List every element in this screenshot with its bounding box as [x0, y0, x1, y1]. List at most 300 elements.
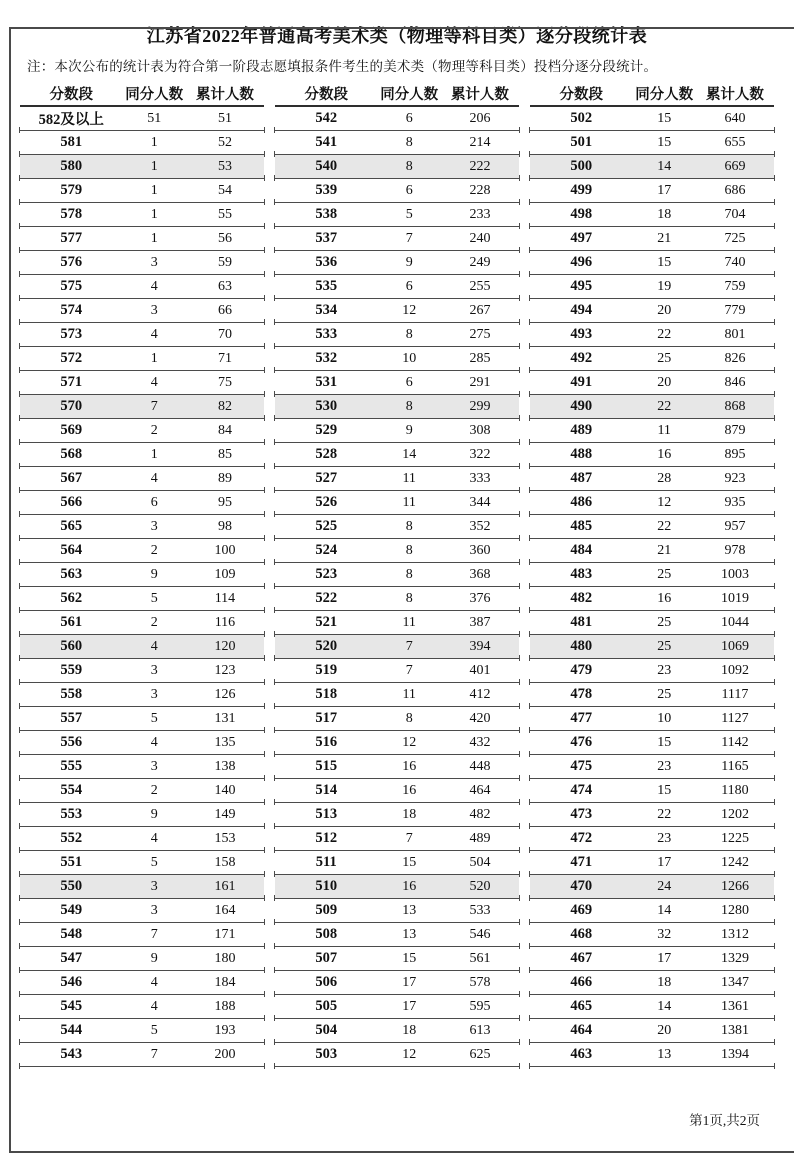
score-segment-cell: 511	[315, 854, 337, 870]
cumulative-count-cell: 482	[469, 806, 491, 822]
cumulative-count-cell: 131	[214, 710, 236, 726]
score-segment-cell: 574	[60, 302, 83, 318]
score-segment-cell: 469	[570, 902, 593, 918]
same-score-count-cell: 9	[150, 806, 158, 822]
score-segment-cell: 499	[570, 182, 593, 198]
same-score-count-cell: 12	[657, 494, 672, 510]
table-row	[275, 947, 519, 971]
table-row	[530, 875, 774, 899]
table-row	[275, 659, 519, 683]
table-row	[275, 515, 519, 539]
score-segment-cell: 482	[570, 590, 593, 606]
same-score-count-cell: 7	[150, 1046, 158, 1062]
same-score-count-cell: 20	[657, 374, 672, 390]
same-score-count-cell: 9	[150, 950, 158, 966]
cumulative-count-cell: 1347	[720, 974, 749, 990]
table-row	[20, 347, 264, 371]
cumulative-count-cell: 299	[469, 398, 491, 414]
same-score-count-cell: 14	[657, 902, 672, 918]
score-segment-cell: 470	[570, 878, 593, 894]
same-score-count-cell: 22	[657, 326, 672, 342]
cumulative-count-cell: 352	[469, 518, 491, 534]
cumulative-count-cell: 489	[469, 830, 491, 846]
table-row	[530, 635, 774, 659]
same-score-count-cell: 5	[150, 1022, 158, 1038]
cumulative-count-cell: 153	[214, 830, 236, 846]
score-segment-cell: 498	[570, 206, 593, 222]
table-row	[530, 1043, 774, 1067]
cumulative-count-cell: 1127	[721, 710, 749, 726]
cumulative-count-cell: 740	[724, 254, 746, 270]
same-score-count-cell: 10	[402, 350, 417, 366]
same-score-count-cell: 22	[657, 398, 672, 414]
cumulative-count-cell: 978	[724, 542, 746, 558]
table-row	[530, 899, 774, 923]
table-row	[20, 995, 264, 1019]
score-segment-cell: 496	[570, 254, 593, 270]
same-score-count-cell: 3	[150, 518, 158, 534]
cumulative-count-cell: 188	[214, 998, 236, 1014]
same-score-count-cell: 17	[402, 974, 417, 990]
score-segment-cell: 533	[315, 326, 338, 342]
same-score-count-cell: 4	[150, 326, 158, 342]
table-row	[530, 779, 774, 803]
score-segment-cell: 563	[60, 566, 83, 582]
table-row	[275, 467, 519, 491]
score-segment-cell: 566	[60, 494, 83, 510]
score-segment-cell: 484	[570, 542, 593, 558]
score-segment-cell: 537	[315, 230, 338, 246]
score-segment-cell: 538	[315, 206, 338, 222]
cumulative-count-cell: 420	[469, 710, 491, 726]
score-segment-cell: 497	[570, 230, 593, 246]
table-row	[275, 155, 519, 179]
score-segment-cell: 495	[570, 278, 593, 294]
same-score-count-cell: 11	[402, 686, 416, 702]
same-score-count-cell: 23	[657, 830, 672, 846]
same-score-count-cell: 3	[150, 302, 158, 318]
same-score-count-cell: 16	[402, 878, 417, 894]
same-score-count-cell: 16	[657, 446, 672, 462]
table-body	[275, 107, 519, 1067]
same-score-count-cell: 2	[150, 542, 158, 558]
table-row	[530, 755, 774, 779]
score-segment-cell: 464	[570, 1022, 593, 1038]
score-segment-cell: 569	[60, 422, 83, 438]
table-row	[20, 131, 264, 155]
score-segment-cell: 478	[570, 686, 593, 702]
table-row	[20, 563, 264, 587]
score-segment-cell: 509	[315, 902, 338, 918]
same-score-count-cell: 18	[402, 1022, 417, 1038]
table-row	[20, 827, 264, 851]
cumulative-count-cell: 801	[724, 326, 746, 342]
table-row	[275, 323, 519, 347]
table-row	[530, 419, 774, 443]
table-row	[275, 611, 519, 635]
cumulative-count-cell: 233	[469, 206, 491, 222]
table-row	[275, 227, 519, 251]
table-row	[275, 683, 519, 707]
same-score-count-cell: 2	[150, 614, 158, 630]
cumulative-count-cell: 669	[724, 158, 746, 174]
cumulative-count-cell: 1329	[720, 950, 749, 966]
score-segment-cell: 475	[570, 758, 593, 774]
table-row	[20, 395, 264, 419]
table-row	[20, 779, 264, 803]
same-score-count-cell: 15	[657, 734, 672, 750]
same-score-count-cell: 1	[150, 230, 158, 246]
same-score-count-cell: 17	[657, 950, 672, 966]
table-row	[20, 707, 264, 731]
table-row	[20, 587, 264, 611]
cumulative-count-cell: 935	[724, 494, 746, 510]
score-segment-cell: 567	[60, 470, 83, 486]
table-row	[275, 851, 519, 875]
same-score-count-cell: 4	[150, 374, 158, 390]
same-score-count-cell: 8	[405, 710, 413, 726]
table-row	[20, 899, 264, 923]
score-segment-cell: 535	[315, 278, 338, 294]
cumulative-count-cell: 432	[469, 734, 491, 750]
cumulative-count-cell: 95	[217, 494, 232, 510]
table-header-row	[20, 82, 264, 107]
table-row	[20, 635, 264, 659]
cumulative-count-cell: 116	[214, 614, 236, 630]
table-row	[530, 131, 774, 155]
same-score-count-cell: 13	[657, 1046, 672, 1062]
cumulative-count-cell: 193	[214, 1022, 236, 1038]
score-segment-cell: 503	[315, 1046, 338, 1062]
same-score-count-cell: 23	[657, 662, 672, 678]
same-score-count-cell: 3	[150, 758, 158, 774]
same-score-count-cell: 21	[657, 542, 672, 558]
cumulative-count-cell: 613	[469, 1022, 491, 1038]
same-score-count-cell: 4	[150, 638, 158, 654]
cumulative-count-cell: 448	[469, 758, 491, 774]
table-row	[275, 971, 519, 995]
table-row	[20, 659, 264, 683]
cumulative-count-cell: 360	[469, 542, 491, 558]
score-segment-cell: 490	[570, 398, 593, 414]
cumulative-count-cell: 957	[724, 518, 746, 534]
header-cumulative-count: 累计人数	[705, 87, 764, 103]
table-row	[530, 467, 774, 491]
cumulative-count-cell: 640	[724, 110, 746, 126]
cumulative-count-cell: 52	[217, 134, 232, 150]
cumulative-count-cell: 1003	[720, 566, 749, 582]
cumulative-count-cell: 368	[469, 566, 491, 582]
score-segment-cell: 483	[570, 566, 593, 582]
score-segment-cell: 531	[315, 374, 338, 390]
same-score-count-cell: 8	[405, 518, 413, 534]
score-segment-cell: 539	[315, 182, 338, 198]
same-score-count-cell: 5	[405, 206, 413, 222]
score-segment-cell: 479	[570, 662, 593, 678]
score-segment-cell: 516	[315, 734, 338, 750]
cumulative-count-cell: 1019	[720, 590, 749, 606]
cumulative-count-cell: 578	[469, 974, 491, 990]
table-row	[530, 275, 774, 299]
same-score-count-cell: 4	[150, 998, 158, 1014]
score-segment-cell: 491	[570, 374, 593, 390]
score-segment-cell: 540	[315, 158, 338, 174]
score-segment-cell: 536	[315, 254, 338, 270]
score-segment-cell: 558	[60, 686, 83, 702]
cumulative-count-cell: 504	[469, 854, 491, 870]
score-segment-cell: 492	[570, 350, 593, 366]
table-row	[275, 419, 519, 443]
cumulative-count-cell: 779	[724, 302, 746, 318]
score-segment-cell: 543	[60, 1046, 83, 1062]
cumulative-count-cell: 158	[214, 854, 236, 870]
table-row	[20, 1019, 264, 1043]
table-row	[20, 611, 264, 635]
score-segment-cell: 493	[570, 326, 593, 342]
table-row	[275, 395, 519, 419]
score-segment-cell: 556	[60, 734, 83, 750]
score-segment-cell: 565	[60, 518, 83, 534]
table-row	[275, 491, 519, 515]
score-segment-cell: 554	[60, 782, 83, 798]
table-row	[275, 875, 519, 899]
table-row	[275, 275, 519, 299]
header-same-score-count: 同分人数	[380, 87, 439, 103]
table-body	[20, 107, 264, 1067]
score-segment-cell: 488	[570, 446, 593, 462]
same-score-count-cell: 2	[150, 782, 158, 798]
table-row	[530, 803, 774, 827]
score-segment-cell: 534	[315, 302, 338, 318]
note-text: 注：本次公布的统计表为符合第一阶段志愿填报条件考生的美术类（物理等科目类）投档分逐分段统计。	[27, 59, 658, 74]
table-row	[275, 131, 519, 155]
score-segment-cell: 581	[60, 134, 83, 150]
cumulative-count-cell: 1394	[720, 1046, 749, 1062]
cumulative-count-cell: 520	[469, 878, 491, 894]
score-segment-cell: 520	[315, 638, 338, 654]
same-score-count-cell: 13	[402, 902, 417, 918]
same-score-count-cell: 3	[150, 878, 158, 894]
table-row	[530, 347, 774, 371]
table-row	[530, 395, 774, 419]
score-segment-cell: 505	[315, 998, 338, 1014]
score-segment-cell: 553	[60, 806, 83, 822]
same-score-count-cell: 1	[150, 182, 158, 198]
same-score-count-cell: 5	[150, 854, 158, 870]
score-segment-cell: 473	[570, 806, 593, 822]
score-segment-cell: 468	[570, 926, 593, 942]
table-row	[530, 203, 774, 227]
cumulative-count-cell: 401	[469, 662, 491, 678]
same-score-count-cell: 8	[405, 134, 413, 150]
table-row	[20, 515, 264, 539]
score-segment-cell: 512	[315, 830, 338, 846]
cumulative-count-cell: 344	[469, 494, 491, 510]
cumulative-count-cell: 376	[469, 590, 491, 606]
cumulative-count-cell: 59	[217, 254, 232, 270]
cumulative-count-cell: 704	[724, 206, 746, 222]
same-score-count-cell: 6	[150, 494, 158, 510]
table-row	[530, 515, 774, 539]
table-row	[530, 155, 774, 179]
same-score-count-cell: 9	[150, 566, 158, 582]
table-row	[530, 107, 774, 131]
score-segment-cell: 485	[570, 518, 593, 534]
same-score-count-cell: 6	[405, 110, 413, 126]
score-segment-cell: 570	[60, 398, 83, 414]
table-row	[275, 803, 519, 827]
header-cumulative-count: 累计人数	[195, 87, 254, 103]
header-cumulative-count: 累计人数	[450, 87, 509, 103]
table-row	[530, 707, 774, 731]
cumulative-count-cell: 595	[469, 998, 491, 1014]
same-score-count-cell: 10	[657, 710, 672, 726]
cumulative-count-cell: 759	[724, 278, 746, 294]
same-score-count-cell: 4	[150, 278, 158, 294]
score-segment-cell: 518	[315, 686, 338, 702]
score-segment-cell: 551	[60, 854, 83, 870]
score-segment-cell: 541	[315, 134, 338, 150]
cumulative-count-cell: 1312	[720, 926, 749, 942]
same-score-count-cell: 25	[657, 350, 672, 366]
table-row	[530, 491, 774, 515]
score-segment-cell: 487	[570, 470, 593, 486]
cumulative-count-cell: 240	[469, 230, 491, 246]
same-score-count-cell: 22	[657, 518, 672, 534]
cumulative-count-cell: 686	[724, 182, 746, 198]
score-segment-cell: 480	[570, 638, 593, 654]
cumulative-count-cell: 180	[214, 950, 236, 966]
same-score-count-cell: 3	[150, 662, 158, 678]
cumulative-count-cell: 214	[469, 134, 491, 150]
header-score-segment: 分数段	[559, 87, 603, 103]
score-segment-cell: 548	[60, 926, 83, 942]
cumulative-count-cell: 164	[214, 902, 236, 918]
table-row	[20, 971, 264, 995]
same-score-count-cell: 7	[150, 398, 158, 414]
table-row	[20, 467, 264, 491]
same-score-count-cell: 15	[657, 782, 672, 798]
cumulative-count-cell: 120	[214, 638, 236, 654]
table-row	[530, 731, 774, 755]
cumulative-count-cell: 923	[724, 470, 746, 486]
table-row	[275, 1043, 519, 1067]
table-row	[275, 923, 519, 947]
table-header-row	[275, 82, 519, 107]
same-score-count-cell: 32	[657, 926, 672, 942]
cumulative-count-cell: 895	[724, 446, 746, 462]
table-row	[530, 851, 774, 875]
same-score-count-cell: 7	[405, 230, 413, 246]
score-segment-cell: 532	[315, 350, 338, 366]
cumulative-count-cell: 71	[217, 350, 232, 366]
same-score-count-cell: 16	[402, 782, 417, 798]
table-row	[275, 179, 519, 203]
table-row	[20, 491, 264, 515]
score-segment-cell: 545	[60, 998, 83, 1014]
score-segment-cell: 528	[315, 446, 338, 462]
score-segment-cell: 575	[60, 278, 83, 294]
same-score-count-cell: 28	[657, 470, 672, 486]
table-row	[275, 299, 519, 323]
same-score-count-cell: 20	[657, 1022, 672, 1038]
table-row	[530, 683, 774, 707]
same-score-count-cell: 17	[657, 182, 672, 198]
table-row	[530, 299, 774, 323]
table-row	[530, 971, 774, 995]
same-score-count-cell: 5	[150, 590, 158, 606]
cumulative-count-cell: 464	[469, 782, 491, 798]
table-row	[20, 299, 264, 323]
table-row	[275, 443, 519, 467]
same-score-count-cell: 25	[657, 686, 672, 702]
table-row	[275, 587, 519, 611]
same-score-count-cell: 6	[405, 278, 413, 294]
score-segment-cell: 571	[60, 374, 83, 390]
same-score-count-cell: 18	[657, 206, 672, 222]
same-score-count-cell: 8	[405, 326, 413, 342]
score-segment-cell: 530	[315, 398, 338, 414]
same-score-count-cell: 4	[150, 470, 158, 486]
same-score-count-cell: 8	[405, 158, 413, 174]
table-row	[275, 827, 519, 851]
score-segment-cell: 580	[60, 158, 83, 174]
table-row	[275, 779, 519, 803]
table-row	[20, 371, 264, 395]
table-row	[275, 563, 519, 587]
score-segment-cell: 486	[570, 494, 593, 510]
cumulative-count-cell: 200	[214, 1046, 236, 1062]
cumulative-count-cell: 222	[469, 158, 491, 174]
score-segment-cell: 472	[570, 830, 593, 846]
same-score-count-cell: 11	[657, 422, 671, 438]
same-score-count-cell: 9	[405, 254, 413, 270]
same-score-count-cell: 1	[150, 134, 158, 150]
page-number: 第1页,共2页	[689, 1113, 760, 1128]
cumulative-count-cell: 725	[724, 230, 746, 246]
score-table-2	[275, 82, 519, 1067]
table-row	[530, 227, 774, 251]
same-score-count-cell: 8	[405, 590, 413, 606]
cumulative-count-cell: 89	[217, 470, 232, 486]
same-score-count-cell: 15	[402, 854, 417, 870]
cumulative-count-cell: 161	[214, 878, 236, 894]
table-row	[20, 275, 264, 299]
same-score-count-cell: 14	[657, 158, 672, 174]
score-segment-cell: 506	[315, 974, 338, 990]
table-row	[20, 539, 264, 563]
table-row	[20, 419, 264, 443]
table-row	[275, 539, 519, 563]
cumulative-count-cell: 51	[217, 110, 232, 126]
cumulative-count-cell: 85	[217, 446, 232, 462]
score-segment-cell: 466	[570, 974, 593, 990]
cumulative-count-cell: 285	[469, 350, 491, 366]
score-segment-cell: 494	[570, 302, 593, 318]
score-segment-cell: 500	[570, 158, 593, 174]
score-segment-cell: 481	[570, 614, 593, 630]
cumulative-count-cell: 846	[724, 374, 746, 390]
same-score-count-cell: 11	[402, 470, 416, 486]
score-segment-cell: 517	[315, 710, 338, 726]
cumulative-count-cell: 333	[469, 470, 491, 486]
same-score-count-cell: 8	[405, 542, 413, 558]
same-score-count-cell: 20	[657, 302, 672, 318]
table-row	[275, 707, 519, 731]
cumulative-count-cell: 98	[217, 518, 232, 534]
table-row	[275, 203, 519, 227]
cumulative-count-cell: 412	[469, 686, 491, 702]
